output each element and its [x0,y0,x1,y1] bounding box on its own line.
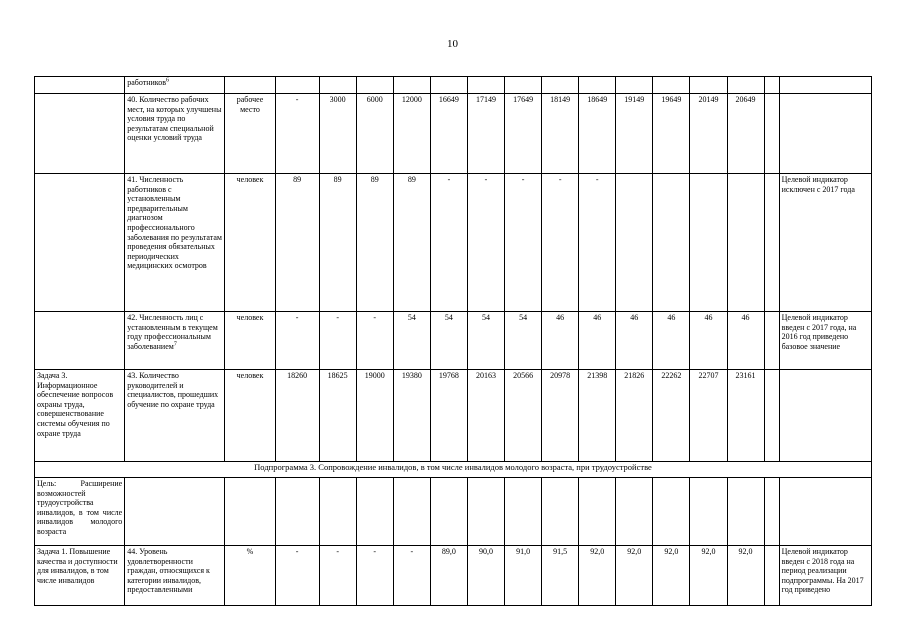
empty-cell [275,478,319,546]
value-cell: 19000 [356,370,393,462]
value-cell: 20566 [505,370,542,462]
goal-row [35,478,872,546]
empty-cell [225,478,275,546]
value-cell: 3000 [319,94,356,174]
value-cell: 89 [275,174,319,312]
value-cell: 92,0 [616,546,653,606]
value-cell: 16649 [430,94,467,174]
value-cell: 46 [690,312,727,370]
empty-cell [727,478,764,546]
value-cell [393,77,430,94]
subprogram-row [35,462,872,478]
value-cell: 22707 [690,370,727,462]
value-cell: 46 [579,312,616,370]
value-cell: 92,0 [727,546,764,606]
table-row [35,174,872,312]
value-cell: 18149 [542,94,579,174]
table-row [35,94,872,174]
value-cell: - [579,174,616,312]
task-cell: Задача 3. Информационное обеспечение вопросов охраны труда, совершенствование системы обучения по охране труда [35,370,125,462]
value-cell [430,77,467,94]
value-cell [764,174,779,312]
value-cell: 46 [542,312,579,370]
value-cell [275,77,319,94]
value-cell: 46 [653,312,690,370]
unit-cell: человек [225,312,275,370]
unit-cell: человек [225,370,275,462]
value-cell: 18649 [579,94,616,174]
table-row [35,77,872,94]
value-cell: - [542,174,579,312]
empty-cell [467,478,504,546]
value-cell: - [356,312,393,370]
value-cell: 19380 [393,370,430,462]
value-cell: 92,0 [579,546,616,606]
value-cell [764,77,779,94]
page-number: 10 [447,38,458,50]
value-cell [690,174,727,312]
value-cell: 54 [393,312,430,370]
value-cell: 18260 [275,370,319,462]
value-cell: 91,5 [542,546,579,606]
value-cell: - [319,312,356,370]
value-cell [764,370,779,462]
value-cell: 17649 [505,94,542,174]
task-cell [35,77,125,94]
value-cell: 19649 [653,94,690,174]
value-cell: 12000 [393,94,430,174]
value-cell: - [275,546,319,606]
value-cell [616,174,653,312]
value-cell: 20649 [727,94,764,174]
table-row [35,370,872,462]
unit-cell: % [225,546,275,606]
value-cell [727,174,764,312]
indicator-cell: 41. Численность работников с установленным предварительным диагнозом профессионального заболевания по результатам проведения обязательных периодических медицинских осмотров [125,174,225,312]
task-cell [35,94,125,174]
note-cell [779,94,871,174]
indicator-cell: 44. Уровень удовлетворенности граждан, относящихся к категории инвалидов, предоставленными [125,546,225,606]
subprogram-title: Подпрограмма 3. Сопровождение инвалидов, в том числе инвалидов молодого возраста, при трудоустройстве [35,462,872,478]
empty-cell [764,478,779,546]
empty-cell [616,478,653,546]
note-cell: Целевой индикатор введен с 2018 года на период реализации подпрограммы. На 2017 год приведено [779,546,871,606]
value-cell: - [319,546,356,606]
value-cell: 20978 [542,370,579,462]
value-cell: 17149 [467,94,504,174]
value-cell: 54 [505,312,542,370]
value-cell: 20149 [690,94,727,174]
value-cell: 23161 [727,370,764,462]
unit-cell [225,77,275,94]
empty-cell [505,478,542,546]
value-cell: 46 [727,312,764,370]
value-cell: 89,0 [430,546,467,606]
value-cell [616,77,653,94]
task-cell [35,174,125,312]
value-cell [319,77,356,94]
goal-cell: Цель: Расширение возможностей трудоустройства инвалидов, в том числе инвалидов молодого возраста [35,478,125,546]
table-row [35,312,872,370]
value-cell: 89 [319,174,356,312]
empty-cell [542,478,579,546]
indicator-cell: 40. Количество рабочих мест, на которых улучшены условия труда по результатам специальной оценки условий труда [125,94,225,174]
empty-cell [430,478,467,546]
note-cell: Целевой индикатор введен с 2017 года, на 2016 год приведено базовое значение [779,312,871,370]
value-cell: - [275,312,319,370]
indicator-cell: работников$^6$ [125,77,225,94]
value-cell [690,77,727,94]
indicators-table [34,76,872,606]
value-cell: 20163 [467,370,504,462]
value-cell: 21398 [579,370,616,462]
value-cell: 19768 [430,370,467,462]
table-row [35,546,872,606]
empty-cell [779,478,871,546]
empty-cell [579,478,616,546]
value-cell [467,77,504,94]
value-cell: 92,0 [653,546,690,606]
value-cell [579,77,616,94]
note-cell: Целевой индикатор исключен с 2017 года [779,174,871,312]
value-cell: - [393,546,430,606]
task-cell [35,312,125,370]
value-cell [764,312,779,370]
indicator-cell: 43. Количество руководителей и специалистов, прошедших обучение по охране труда [125,370,225,462]
value-cell: - [275,94,319,174]
unit-cell: человек [225,174,275,312]
value-cell: 21826 [616,370,653,462]
value-cell [764,546,779,606]
empty-cell [393,478,430,546]
value-cell [505,77,542,94]
value-cell: - [467,174,504,312]
value-cell: 6000 [356,94,393,174]
value-cell: 46 [616,312,653,370]
empty-cell [653,478,690,546]
value-cell [653,77,690,94]
value-cell [356,77,393,94]
value-cell: 54 [430,312,467,370]
value-cell [727,77,764,94]
value-cell [764,94,779,174]
value-cell: 22262 [653,370,690,462]
empty-cell [319,478,356,546]
value-cell: - [505,174,542,312]
empty-cell [356,478,393,546]
value-cell [542,77,579,94]
value-cell: 19149 [616,94,653,174]
value-cell [653,174,690,312]
note-cell [779,370,871,462]
value-cell: 89 [393,174,430,312]
value-cell: - [430,174,467,312]
value-cell: 90,0 [467,546,504,606]
value-cell: 91,0 [505,546,542,606]
value-cell: 18625 [319,370,356,462]
task-cell: Задача 1. Повышение качества и доступности для инвалидов, в том числе инвалидов [35,546,125,606]
value-cell: 54 [467,312,504,370]
unit-cell: рабочее место [225,94,275,174]
indicator-cell: 42. Численность лиц с установленным в текущем году профессиональным заболеванием$^7$ [125,312,225,370]
empty-cell [125,478,225,546]
value-cell: - [356,546,393,606]
empty-cell [690,478,727,546]
note-cell [779,77,871,94]
value-cell: 89 [356,174,393,312]
value-cell: 92,0 [690,546,727,606]
